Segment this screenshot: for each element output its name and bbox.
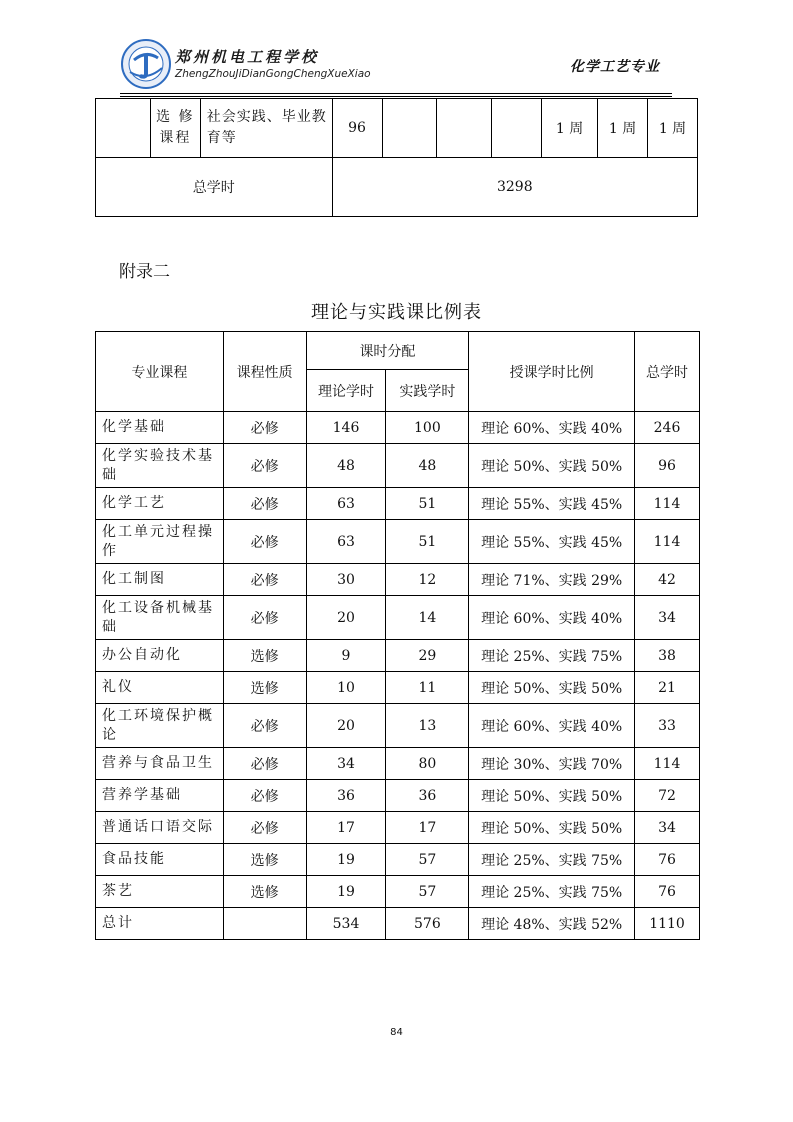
course-name-cell: 化学工艺 xyxy=(96,488,224,520)
course-nature-cell: 必修 xyxy=(223,488,306,520)
table-row xyxy=(96,488,700,520)
theory-hours-cell: 9 xyxy=(306,640,386,672)
total-hours-cell: 34 xyxy=(635,812,700,844)
table-row xyxy=(96,844,700,876)
practice-hours-cell: 57 xyxy=(386,876,469,908)
ratio-cell: 理论 50%、实践 50% xyxy=(469,444,635,488)
theory-hours-cell: 63 xyxy=(306,488,386,520)
total-hours-label: 总学时 xyxy=(96,158,333,217)
week-cell: 1 周 xyxy=(542,99,598,158)
course-name-cell: 营养学基础 xyxy=(96,780,224,812)
header-course: 专业课程 xyxy=(96,332,224,412)
total-hours-cell: 42 xyxy=(635,564,700,596)
theory-hours-cell: 48 xyxy=(306,444,386,488)
course-name-cell: 化工单元过程操作 xyxy=(96,520,224,564)
total-hours-cell: 33 xyxy=(635,704,700,748)
theory-hours-cell: 19 xyxy=(306,876,386,908)
total-hours-cell: 114 xyxy=(635,520,700,564)
table-row xyxy=(96,908,700,940)
course-name-cell: 化学实验技术基础 xyxy=(96,444,224,488)
ratio-cell: 理论 50%、实践 50% xyxy=(469,672,635,704)
week-cell: 1 周 xyxy=(598,99,648,158)
header-total: 总学时 xyxy=(635,332,700,412)
header-rule-thin xyxy=(120,96,672,97)
table-row xyxy=(96,672,700,704)
total-hours-cell: 1110 xyxy=(635,908,700,940)
elective-label: 选 修 课程 xyxy=(150,99,200,158)
appendix-label: 附录二 xyxy=(119,262,170,282)
practice-hours-cell: 51 xyxy=(386,488,469,520)
school-logo xyxy=(120,38,172,90)
theory-hours-cell: 10 xyxy=(306,672,386,704)
total-hours-cell: 34 xyxy=(635,596,700,640)
course-nature-cell: 必修 xyxy=(223,412,306,444)
page-number: 84 xyxy=(390,1027,403,1038)
practice-hours-cell: 576 xyxy=(386,908,469,940)
header-theory: 理论学时 xyxy=(306,370,386,412)
ratio-cell: 理论 48%、实践 52% xyxy=(469,908,635,940)
total-hours-cell: 21 xyxy=(635,672,700,704)
theory-hours-cell: 20 xyxy=(306,596,386,640)
header-nature: 课程性质 xyxy=(223,332,306,412)
table-row xyxy=(96,99,698,158)
course-nature-cell: 必修 xyxy=(223,780,306,812)
total-hours-cell: 114 xyxy=(635,748,700,780)
course-nature-cell: 选修 xyxy=(223,640,306,672)
practice-hours-cell: 51 xyxy=(386,520,469,564)
theory-hours-cell: 534 xyxy=(306,908,386,940)
table-row xyxy=(96,780,700,812)
school-name-cn: 郑州机电工程学校 xyxy=(175,48,320,66)
course-nature-cell: 必修 xyxy=(223,444,306,488)
course-nature-cell: 选修 xyxy=(223,844,306,876)
course-name-cell: 办公自动化 xyxy=(96,640,224,672)
ratio-cell: 理论 50%、实践 50% xyxy=(469,780,635,812)
ratio-cell: 理论 60%、实践 40% xyxy=(469,704,635,748)
course-name-cell: 食品技能 xyxy=(96,844,224,876)
course-name-cell: 化工制图 xyxy=(96,564,224,596)
course-hours-table-continued xyxy=(95,98,698,217)
course-hours: 96 xyxy=(332,99,382,158)
table-row xyxy=(96,444,700,488)
header-ratio: 授课学时比例 xyxy=(469,332,635,412)
practice-hours-cell: 13 xyxy=(386,704,469,748)
practice-hours-cell: 36 xyxy=(386,780,469,812)
course-name-cell: 普通话口语交际 xyxy=(96,812,224,844)
table-row xyxy=(96,520,700,564)
practice-hours-cell: 14 xyxy=(386,596,469,640)
table-row xyxy=(96,564,700,596)
theory-practice-ratio-table xyxy=(95,331,700,940)
table-row xyxy=(96,704,700,748)
theory-hours-cell: 34 xyxy=(306,748,386,780)
table-cell xyxy=(96,99,151,158)
table-row xyxy=(96,412,700,444)
practice-hours-cell: 17 xyxy=(386,812,469,844)
theory-hours-cell: 17 xyxy=(306,812,386,844)
ratio-cell: 理论 55%、实践 45% xyxy=(469,488,635,520)
school-name-en: ZhengZhouJiDianGongChengXueXiao xyxy=(175,68,371,80)
course-name: 社会实践、毕业教育等 xyxy=(200,99,332,158)
total-hours-cell: 246 xyxy=(635,412,700,444)
practice-hours-cell: 12 xyxy=(386,564,469,596)
theory-hours-cell: 20 xyxy=(306,704,386,748)
header-hours-group: 课时分配 xyxy=(306,332,469,370)
practice-hours-cell: 100 xyxy=(386,412,469,444)
ratio-cell: 理论 30%、实践 70% xyxy=(469,748,635,780)
total-hours-cell: 96 xyxy=(635,444,700,488)
table-row xyxy=(96,748,700,780)
theory-hours-cell: 19 xyxy=(306,844,386,876)
table-title: 理论与实践课比例表 xyxy=(311,302,482,323)
course-nature-cell: 必修 xyxy=(223,704,306,748)
course-nature-cell: 必修 xyxy=(223,596,306,640)
table-cell xyxy=(437,99,492,158)
header-practice: 实践学时 xyxy=(386,370,469,412)
practice-hours-cell: 57 xyxy=(386,844,469,876)
ratio-cell: 理论 50%、实践 50% xyxy=(469,812,635,844)
practice-hours-cell: 29 xyxy=(386,640,469,672)
course-name-cell: 化工设备机械基础 xyxy=(96,596,224,640)
ratio-cell: 理论 60%、实践 40% xyxy=(469,596,635,640)
course-name-cell: 营养与食品卫生 xyxy=(96,748,224,780)
course-name-cell: 茶艺 xyxy=(96,876,224,908)
ratio-cell: 理论 25%、实践 75% xyxy=(469,640,635,672)
ratio-cell: 理论 55%、实践 45% xyxy=(469,520,635,564)
course-nature-cell: 必修 xyxy=(223,520,306,564)
table-cell xyxy=(382,99,437,158)
course-nature-cell: 必修 xyxy=(223,748,306,780)
total-hours-cell: 76 xyxy=(635,876,700,908)
course-name-cell: 礼仪 xyxy=(96,672,224,704)
ratio-cell: 理论 71%、实践 29% xyxy=(469,564,635,596)
ratio-table-body xyxy=(96,412,700,940)
table-row xyxy=(96,596,700,640)
course-nature-cell xyxy=(223,908,306,940)
table-row xyxy=(96,640,700,672)
week-cell: 1 周 xyxy=(647,99,697,158)
total-hours-cell: 76 xyxy=(635,844,700,876)
major-label: 化学工艺专业 xyxy=(570,59,660,75)
total-hours-value: 3298 xyxy=(332,158,697,217)
course-nature-cell: 选修 xyxy=(223,672,306,704)
table-row xyxy=(96,158,698,217)
theory-hours-cell: 63 xyxy=(306,520,386,564)
course-nature-cell: 必修 xyxy=(223,564,306,596)
course-nature-cell: 必修 xyxy=(223,812,306,844)
theory-hours-cell: 146 xyxy=(306,412,386,444)
total-hours-cell: 72 xyxy=(635,780,700,812)
theory-hours-cell: 30 xyxy=(306,564,386,596)
course-name-cell: 化工环境保护概论 xyxy=(96,704,224,748)
table-row xyxy=(96,876,700,908)
ratio-cell: 理论 60%、实践 40% xyxy=(469,412,635,444)
total-hours-cell: 38 xyxy=(635,640,700,672)
page-header xyxy=(120,38,680,98)
practice-hours-cell: 80 xyxy=(386,748,469,780)
table-row xyxy=(96,812,700,844)
ratio-cell: 理论 25%、实践 75% xyxy=(469,844,635,876)
course-name-cell: 总计 xyxy=(96,908,224,940)
total-hours-cell: 114 xyxy=(635,488,700,520)
header-row xyxy=(96,332,700,370)
theory-hours-cell: 36 xyxy=(306,780,386,812)
ratio-cell: 理论 25%、实践 75% xyxy=(469,876,635,908)
practice-hours-cell: 11 xyxy=(386,672,469,704)
course-name-cell: 化学基础 xyxy=(96,412,224,444)
table-cell xyxy=(492,99,542,158)
practice-hours-cell: 48 xyxy=(386,444,469,488)
header-rule xyxy=(120,93,672,94)
course-nature-cell: 选修 xyxy=(223,876,306,908)
